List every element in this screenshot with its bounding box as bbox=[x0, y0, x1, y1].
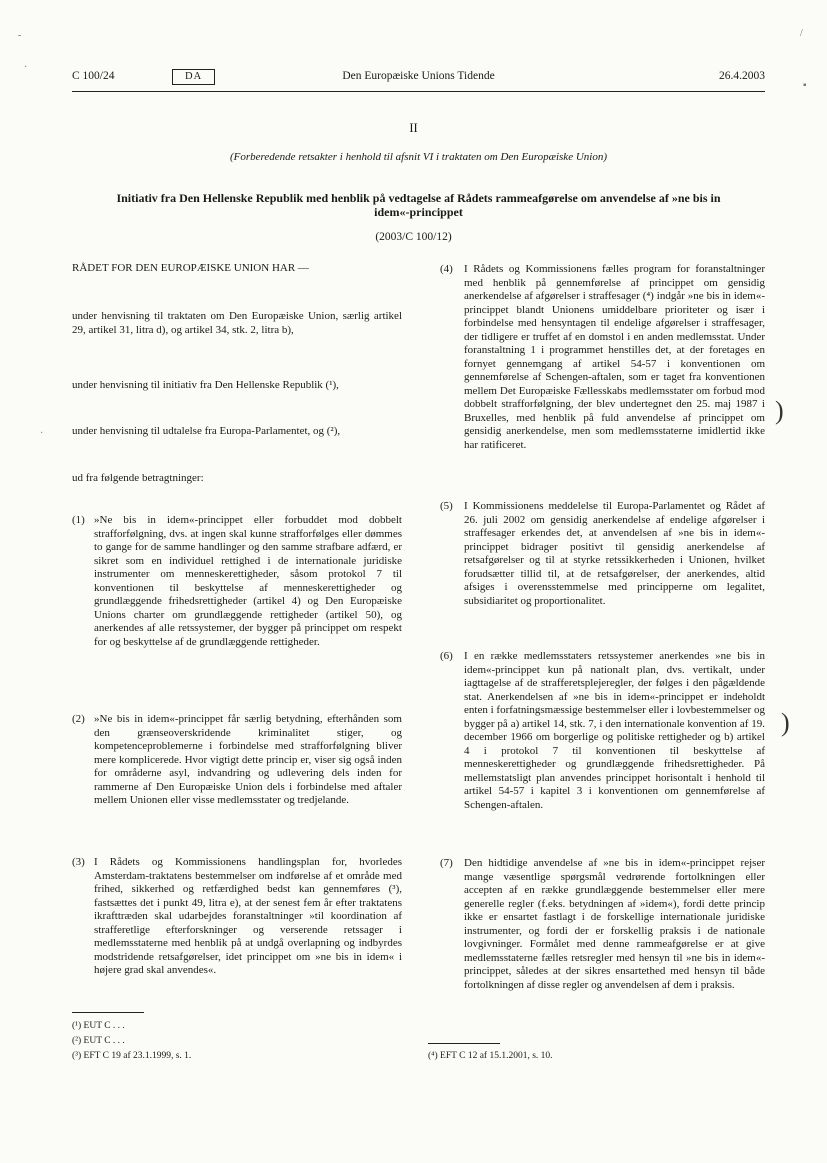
recital-text: I Rådets og Kommissionens handlingsplan for, hvorledes Amsterdam-traktatens bestemmelser om indførelse af et område med frihed, sikkerhed og retfærdighed bedst kan gennemføres (³), fastsættes det i punkt 49, litra e), at der senest fem år efter traktatens ikrafttræden skal udarbejdes foranstaltninger »til koordination af strafferetlige efterforskninger og verserende retssager i medlemsstaterne med henblik på at undgå overlapning og indbyrdes modstridende retsafgørelser, idet princippet om »ne bis in idem« i højere grad skal anvendes«. bbox=[94, 856, 402, 976]
section-subtitle: (Forberedende retsakter i henhold til afsnit VI i traktaten om Den Europæiske Union) bbox=[230, 151, 607, 163]
recital-number: (1) bbox=[72, 514, 85, 526]
recital-number: (6) bbox=[440, 650, 453, 662]
scan-speck: - bbox=[18, 30, 22, 41]
recitals-intro: ud fra følgende betragtninger: bbox=[72, 472, 204, 484]
footnote-rule bbox=[72, 1012, 144, 1013]
recital-6 bbox=[440, 650, 765, 812]
scan-speck: · bbox=[24, 62, 28, 73]
scan-bracket-mark: ) bbox=[781, 708, 790, 737]
footnote-rule bbox=[428, 1043, 500, 1044]
recital-text: Den hidtidige anvendelse af »ne bis in idem«-princippet rejser mange væsentlige spørgsmål vedrørende fortolkningen eller accepten af en række grundlæggende bestemmelser eller mere generelle regler (f.eks. betydningen af »idem«), fordi dette princip ikke er ensartet fastlagt i de forskellige internationale juridiske instrumenter, og fordi der er forskellig praksis i de nationale lovgivninger. Formålet med denne rammeafgørelse er at give medlemsstaterne fælles retsregler med hensyn til »ne bis in idem«-princippet, således at der sikres ensartethed med hensyn til både fortolkningen af disse regler og anvendelsen af dem i praksis. bbox=[464, 857, 765, 991]
recital-text: I en række medlemsstaters retssystemer anerkendes »ne bis in idem«-princippet kun på nationalt plan, dvs. vertikalt, under iagttagelse af de strafferetsplejeregler, der følges i den pågældende stat. Anerkendelsen af »ne bis in idem«-princippet er indeholdt enten i forfatningsmæssige bestemmelser eller i lovbestemmelser og bygger på a) artikel 14, stk. 7, i den internationale konvention af 19. december 1966 om borgerlige og politiske rettigheder og b) artikel 4 i protokol 7 til konventionen til beskyttelse af menneskerettigheder og grundlæggende frihedsrettigheder. På mellemstatsligt plan anvendes princippet horisontalt i henhold til artikel 54-57 i kapitel 3 i konventionen om gennemførelse af Schengen-aftalen. bbox=[464, 650, 765, 811]
council-intro: RÅDET FOR DEN EUROPÆISKE UNION HAR — bbox=[72, 262, 309, 274]
language-badge: DA bbox=[172, 69, 215, 85]
document-reference: (2003/C 100/12) bbox=[375, 231, 452, 243]
recital-number: (5) bbox=[440, 500, 453, 512]
footnote-2: (²) EUT C . . . bbox=[72, 1036, 125, 1046]
citation-parliament: under henvisning til udtalelse fra Europa-Parlamentet, og (²), bbox=[72, 425, 341, 437]
recital-text: »Ne bis in idem«-princippet får særlig betydning, efterhånden som den grænseoverskridende kriminalitet stiger, og kompetenceproblemerne i forbindelse med strafforfølgning bliver mere komplicerede. Hvor vigtigt dette princip er, viser sig også inden for områderne asyl, indvandring og udlevering dels inden for rammerne af Den Europæiske Union dels i forbindelse med aftaler mellem Unionen eller visse medlemsstater og tredjelande. bbox=[94, 713, 402, 806]
document-title: Initiativ fra Den Hellenske Republik med henblik på vedtagelse af Rådets rammeafgørelse om anvendelse af »ne bis in idem«-princippet bbox=[116, 191, 721, 219]
citation-treaty: under henvisning til traktaten om Den Europæiske Union, særlig artikel 29, artikel 31, litra d), og artikel 34, stk. 2, litra b), bbox=[72, 310, 402, 336]
section-number: II bbox=[409, 121, 418, 135]
right-column bbox=[428, 0, 765, 1163]
recital-4 bbox=[440, 263, 765, 452]
scan-speck: · bbox=[40, 428, 44, 439]
recital-number: (7) bbox=[440, 857, 453, 869]
recital-text: »Ne bis in idem«-princippet eller forbuddet mod dobbelt strafforfølgning, dvs. at ingen skal kunne strafforfølges eller dømmes to gange for de samme handlinger og den samme strafbare adfærd, er sikret som en individuel rettighed i de internationale juridiske instrumenter om menneskerettigheder, såsom protokol 7 til konventionen til beskyttelse af menneskerettigheder og grundlæggende frihedsrettigheder (artikel 4) og Den Europæiske Unions charter om grundlæggende rettigheder (artikel 50), og anerkendes af alle retssystemer, der bygger på princippet om respekt for og beskyttelse af de grundlæggende rettigheder. bbox=[94, 514, 402, 648]
scan-speck: ▪ bbox=[803, 80, 807, 91]
recital-1 bbox=[72, 514, 402, 649]
scan-speck: / bbox=[800, 28, 803, 39]
recital-number: (2) bbox=[72, 713, 85, 725]
left-column bbox=[72, 0, 402, 1163]
footnote-1: (¹) EUT C . . . bbox=[72, 1021, 125, 1031]
recital-text: I Kommissionens meddelelse til Europa-Parlamentet og Rådet af 26. juli 2002 om gensidig anerkendelse af endelige afgørelser i straffesager erkendes det, at anvendelsen af »ne bis in idem«-princippet bidrager positivt til gensidig anerkendelse af retsafgørelser og til at styrke retssikkerheden i Unionen, hvilket forudsætter tillid til, at de retsafgørelser, der anerkendes, altid afsiges i overensstemmelse med principperne om legalitet, subsidiaritet og proportionalitet. bbox=[464, 500, 765, 607]
recital-number: (4) bbox=[440, 263, 453, 275]
recital-text: I Rådets og Kommissionens fælles program for foranstaltninger med henblik på gennemførelse af princippet om gensidig anerkendelse af afgørelser i straffesager (⁴) indgår »ne bis in idem«-princippet blandt Unionens umiddelbare prioriteter og især i forbindelse med hensyntagen til endelige afgørelser i straffesager, der tidligere er truffet af en domstol i en anden medlemsstat. Under foranstaltning 1 i programmet henstilles det, at der foretages en fornyet gennemgang af artikel 54-57 i konventionen om gennemførelse af Schengen-aftalen, som er taget fra konventionen mellem Det Europæiske Fællesskabs medlemsstater om forbud mod dobbelt strafforfølgning, der blev undertegnet den 25. maj 1987 i Bruxelles, med henblik på fuld anvendelse af princippet om gensidig anerkendelse, men som medlemsstaterne imidlertid ikke har ratificeret. bbox=[464, 263, 765, 451]
scan-bracket-mark: ) bbox=[775, 396, 784, 425]
recital-number: (3) bbox=[72, 856, 85, 868]
journal-reference: C 100/24 bbox=[72, 70, 115, 82]
journal-title: Den Europæiske Unions Tidende bbox=[342, 70, 495, 82]
citation-initiative: under henvisning til initiativ fra Den Hellenske Republik (¹), bbox=[72, 379, 339, 391]
footnote-4: (⁴) EFT C 12 af 15.1.2001, s. 10. bbox=[428, 1051, 553, 1061]
recital-5 bbox=[440, 500, 765, 608]
footnote-3: (³) EFT C 19 af 23.1.1999, s. 1. bbox=[72, 1051, 192, 1061]
recital-7 bbox=[440, 857, 765, 992]
recital-3 bbox=[72, 856, 402, 978]
recital-2 bbox=[72, 713, 402, 808]
publication-date: 26.4.2003 bbox=[719, 70, 765, 82]
